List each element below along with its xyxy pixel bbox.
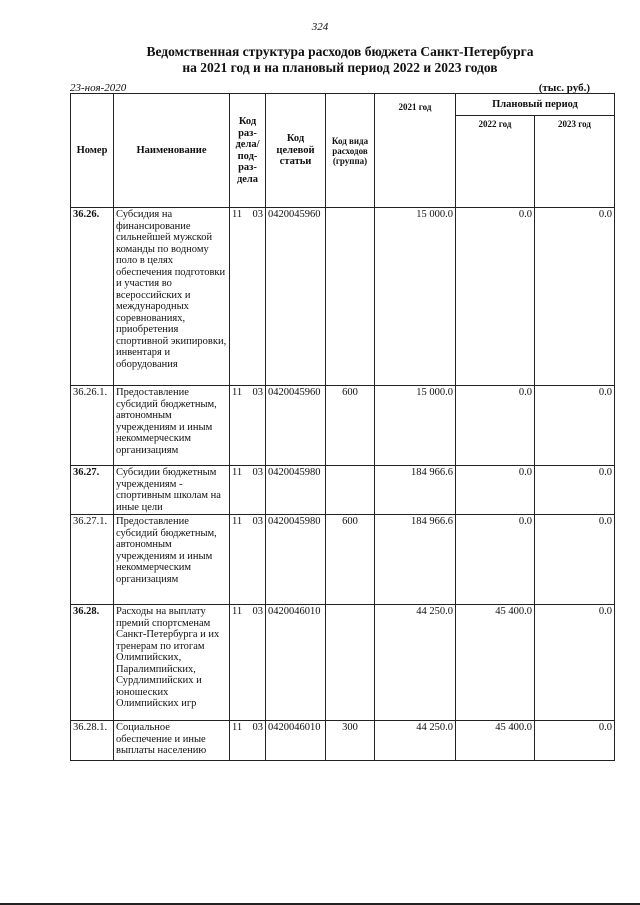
- row-vid-code: 600: [326, 515, 375, 605]
- row-razdel: [230, 515, 266, 605]
- row-razdel: [230, 386, 266, 466]
- table-row: [71, 386, 615, 466]
- row-target-code: 0420046010: [266, 605, 326, 721]
- table-row: [71, 466, 615, 515]
- row-number: 36.26.: [71, 208, 114, 386]
- header-name: Наименование: [114, 94, 230, 208]
- row-razdel-subsection: 03: [252, 467, 263, 478]
- row-target-code: 0420045980: [266, 466, 326, 515]
- header-target: Код целевой статьи: [266, 94, 326, 208]
- row-razdel-section: 11: [232, 606, 243, 617]
- row-amount-2021: 15 000.0: [375, 386, 456, 466]
- row-name: Предоставление субсидий бюджетным, автономным учреждениям и иным некоммерческим организациям: [114, 515, 230, 605]
- document-date: 23-ноя-2020: [70, 82, 127, 94]
- row-razdel-subsection: 03: [252, 606, 263, 617]
- table-row: [71, 605, 615, 721]
- row-amount-2021: 184 966.6: [375, 466, 456, 515]
- row-number: 36.28.: [71, 605, 114, 721]
- row-vid-code: [326, 605, 375, 721]
- document-title: [60, 44, 620, 76]
- row-amount-2023: 0.0: [535, 515, 615, 605]
- row-target-code: 0420045980: [266, 515, 326, 605]
- header-2021: 2021 год: [375, 94, 456, 208]
- row-vid-code: 300: [326, 721, 375, 761]
- row-name: Субсидия на финансирование сильнейшей мужской команды по водному поло в целях обеспечения подготовки и участия во всероссийских и международных соревнованиях, приобретения спортивной экипировки, инвентаря и оборудования: [114, 208, 230, 386]
- row-razdel-subsection: 03: [252, 387, 263, 398]
- row-razdel-section: 11: [232, 516, 243, 527]
- row-razdel-subsection: 03: [252, 722, 263, 733]
- row-target-code: 0420045960: [266, 386, 326, 466]
- title-line-2: на 2021 год и на плановый период 2022 и 2023 годов: [182, 60, 498, 75]
- row-target-code: 0420045960: [266, 208, 326, 386]
- row-name: Социальное обеспечение и иные выплаты населению: [114, 721, 230, 761]
- row-amount-2022: 45 400.0: [456, 721, 535, 761]
- row-vid-code: [326, 208, 375, 386]
- row-amount-2022: 0.0: [456, 466, 535, 515]
- row-razdel-section: 11: [232, 467, 243, 478]
- row-amount-2023: 0.0: [535, 466, 615, 515]
- budget-table: [70, 93, 615, 761]
- table-row: [71, 208, 615, 386]
- row-razdel: [230, 466, 266, 515]
- title-line-1: Ведомственная структура расходов бюджета Санкт-Петербурга: [146, 44, 534, 59]
- header-vid: Код вида расходов (группа): [326, 94, 375, 208]
- row-number: 36.27.: [71, 466, 114, 515]
- row-name: Предоставление субсидий бюджетным, автономным учреждениям и иным некоммерческим организациям: [114, 386, 230, 466]
- row-amount-2021: 44 250.0: [375, 721, 456, 761]
- row-amount-2023: 0.0: [535, 208, 615, 386]
- row-amount-2022: 0.0: [456, 515, 535, 605]
- row-razdel: [230, 721, 266, 761]
- header-razdel: Код раз- дела/ под- раз- дела: [230, 94, 266, 208]
- table-row: [71, 515, 615, 605]
- row-target-code: 0420046010: [266, 721, 326, 761]
- table-row: [71, 721, 615, 761]
- header-number: Номер: [71, 94, 114, 208]
- row-razdel-section: 11: [232, 209, 243, 220]
- row-name: Расходы на выплату премий спортсменам Санкт-Петербурга и их тренерам по итогам Олимпийских, Паралимпийских, Сурдлимпийских и юношеских Олимпийских игр: [114, 605, 230, 721]
- row-razdel: [230, 605, 266, 721]
- row-amount-2021: 184 966.6: [375, 515, 456, 605]
- row-amount-2022: 45 400.0: [456, 605, 535, 721]
- row-amount-2023: 0.0: [535, 721, 615, 761]
- row-number: 36.26.1.: [71, 386, 114, 466]
- row-razdel-subsection: 03: [252, 209, 263, 220]
- row-razdel-section: 11: [232, 722, 243, 733]
- row-number: 36.28.1.: [71, 721, 114, 761]
- row-vid-code: [326, 466, 375, 515]
- row-name: Субсидии бюджетным учреждениям - спортивным школам на иные цели: [114, 466, 230, 515]
- header-2022: 2022 год: [456, 116, 535, 208]
- row-razdel-section: 11: [232, 387, 243, 398]
- row-razdel-subsection: 03: [252, 516, 263, 527]
- row-amount-2021: 15 000.0: [375, 208, 456, 386]
- row-number: 36.27.1.: [71, 515, 114, 605]
- row-razdel: [230, 208, 266, 386]
- row-amount-2022: 0.0: [456, 386, 535, 466]
- row-amount-2023: 0.0: [535, 605, 615, 721]
- row-amount-2023: 0.0: [535, 386, 615, 466]
- header-2023: 2023 год: [535, 116, 615, 208]
- unit-label: (тыс. руб.): [538, 82, 590, 94]
- row-amount-2022: 0.0: [456, 208, 535, 386]
- header-plan-period: Плановый период: [456, 94, 615, 116]
- row-vid-code: 600: [326, 386, 375, 466]
- page-number: 324: [311, 21, 329, 33]
- row-amount-2021: 44 250.0: [375, 605, 456, 721]
